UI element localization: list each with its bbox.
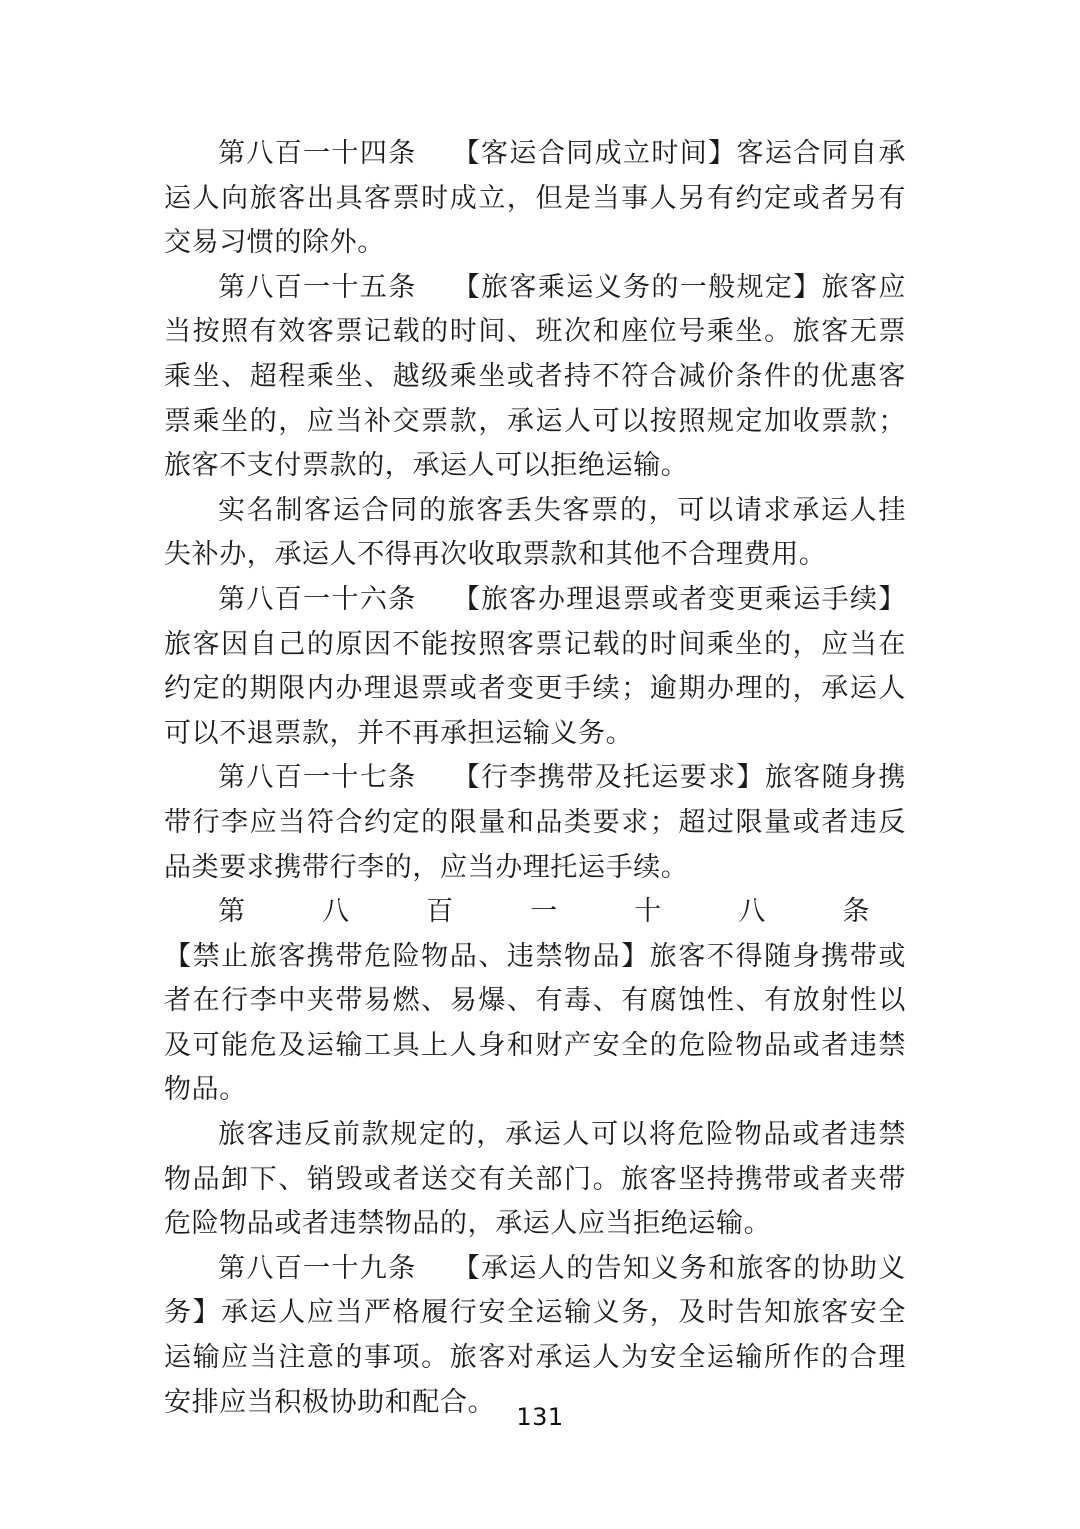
article-817-paragraph	[164, 756, 906, 890]
paragraph-text: 旅客违反前款规定的，承运人可以将危险物品或者违禁物品卸下、销毁或者送交有关部门。旅客坚持携带或者夹带危险物品或者违禁物品的，承运人应当拒绝运输。	[164, 1119, 906, 1240]
document-body	[164, 132, 906, 1425]
article-title: 【禁止旅客携带危险物品、违禁物品】	[164, 940, 650, 972]
article-819-paragraph	[164, 1247, 906, 1425]
article-814-paragraph	[164, 132, 906, 266]
article-text: 旅客应当按照有效客票记载的时间、班次和座位号乘坐。旅客无票乘坐、超程乘坐、越级乘坐或者持不符合减价条件的优惠客票乘坐的，应当补交票款，承运人可以按照规定加收票款；旅客不支付票款的，承运人可以拒绝运输。	[164, 271, 906, 482]
article-number: 第八百一十七条	[218, 762, 417, 794]
article-text: 旅客因自己的原因不能按照客票记载的时间乘坐的，应当在约定的期限内办理退票或者变更手续；逾期办理的，承运人可以不退票款，并不再承担运输义务。	[164, 628, 906, 749]
article-number: 第八百一十五条	[218, 271, 417, 303]
page-number: 131	[516, 1403, 564, 1431]
article-number: 第八百一十六条	[218, 583, 417, 615]
article-818-second-paragraph	[164, 1113, 906, 1247]
article-number: 第八百一十八条	[218, 896, 870, 928]
article-818-paragraph	[164, 890, 906, 1113]
article-815-paragraph	[164, 266, 906, 489]
article-number: 第八百一十四条	[218, 138, 417, 169]
article-text: 客运合同自承运人向旅客出具客票时成立，但是当事人另有约定或者另有交易习惯的除外。	[164, 138, 906, 259]
article-title: 【旅客乘运义务的一般规定】	[452, 271, 822, 303]
article-815-second-paragraph	[164, 489, 906, 578]
paragraph-text: 实名制客运合同的旅客丢失客票的，可以请求承运人挂失补办，承运人不得再次收取票款和其他不合理费用。	[164, 494, 906, 571]
article-title: 【行李携带及托运要求】	[452, 762, 765, 794]
article-number: 第八百一十九条	[218, 1252, 417, 1284]
article-text: 承运人应当严格履行安全运输义务，及时告知旅客安全运输应当注意的事项。旅客对承运人为安全运输所作的合理安排应当积极协助和配合。	[164, 1297, 906, 1418]
article-816-paragraph	[164, 578, 906, 756]
article-title: 【旅客办理退票或者变更乘运手续】	[452, 583, 906, 615]
article-title: 【承运人的告知义务和旅客的协助义务】	[164, 1252, 906, 1329]
article-text: 旅客随身携带行李应当符合约定的限量和品类要求；超过限量或者违反品类要求携带行李的，应当办理托运手续。	[164, 762, 906, 883]
article-title: 【客运合同成立时间】	[452, 138, 737, 169]
article-text: 旅客不得随身携带或者在行李中夹带易燃、易爆、有毒、有腐蚀性、有放射性以及可能危及运输工具上人身和财产安全的危险物品或者违禁物品。	[164, 940, 907, 1106]
